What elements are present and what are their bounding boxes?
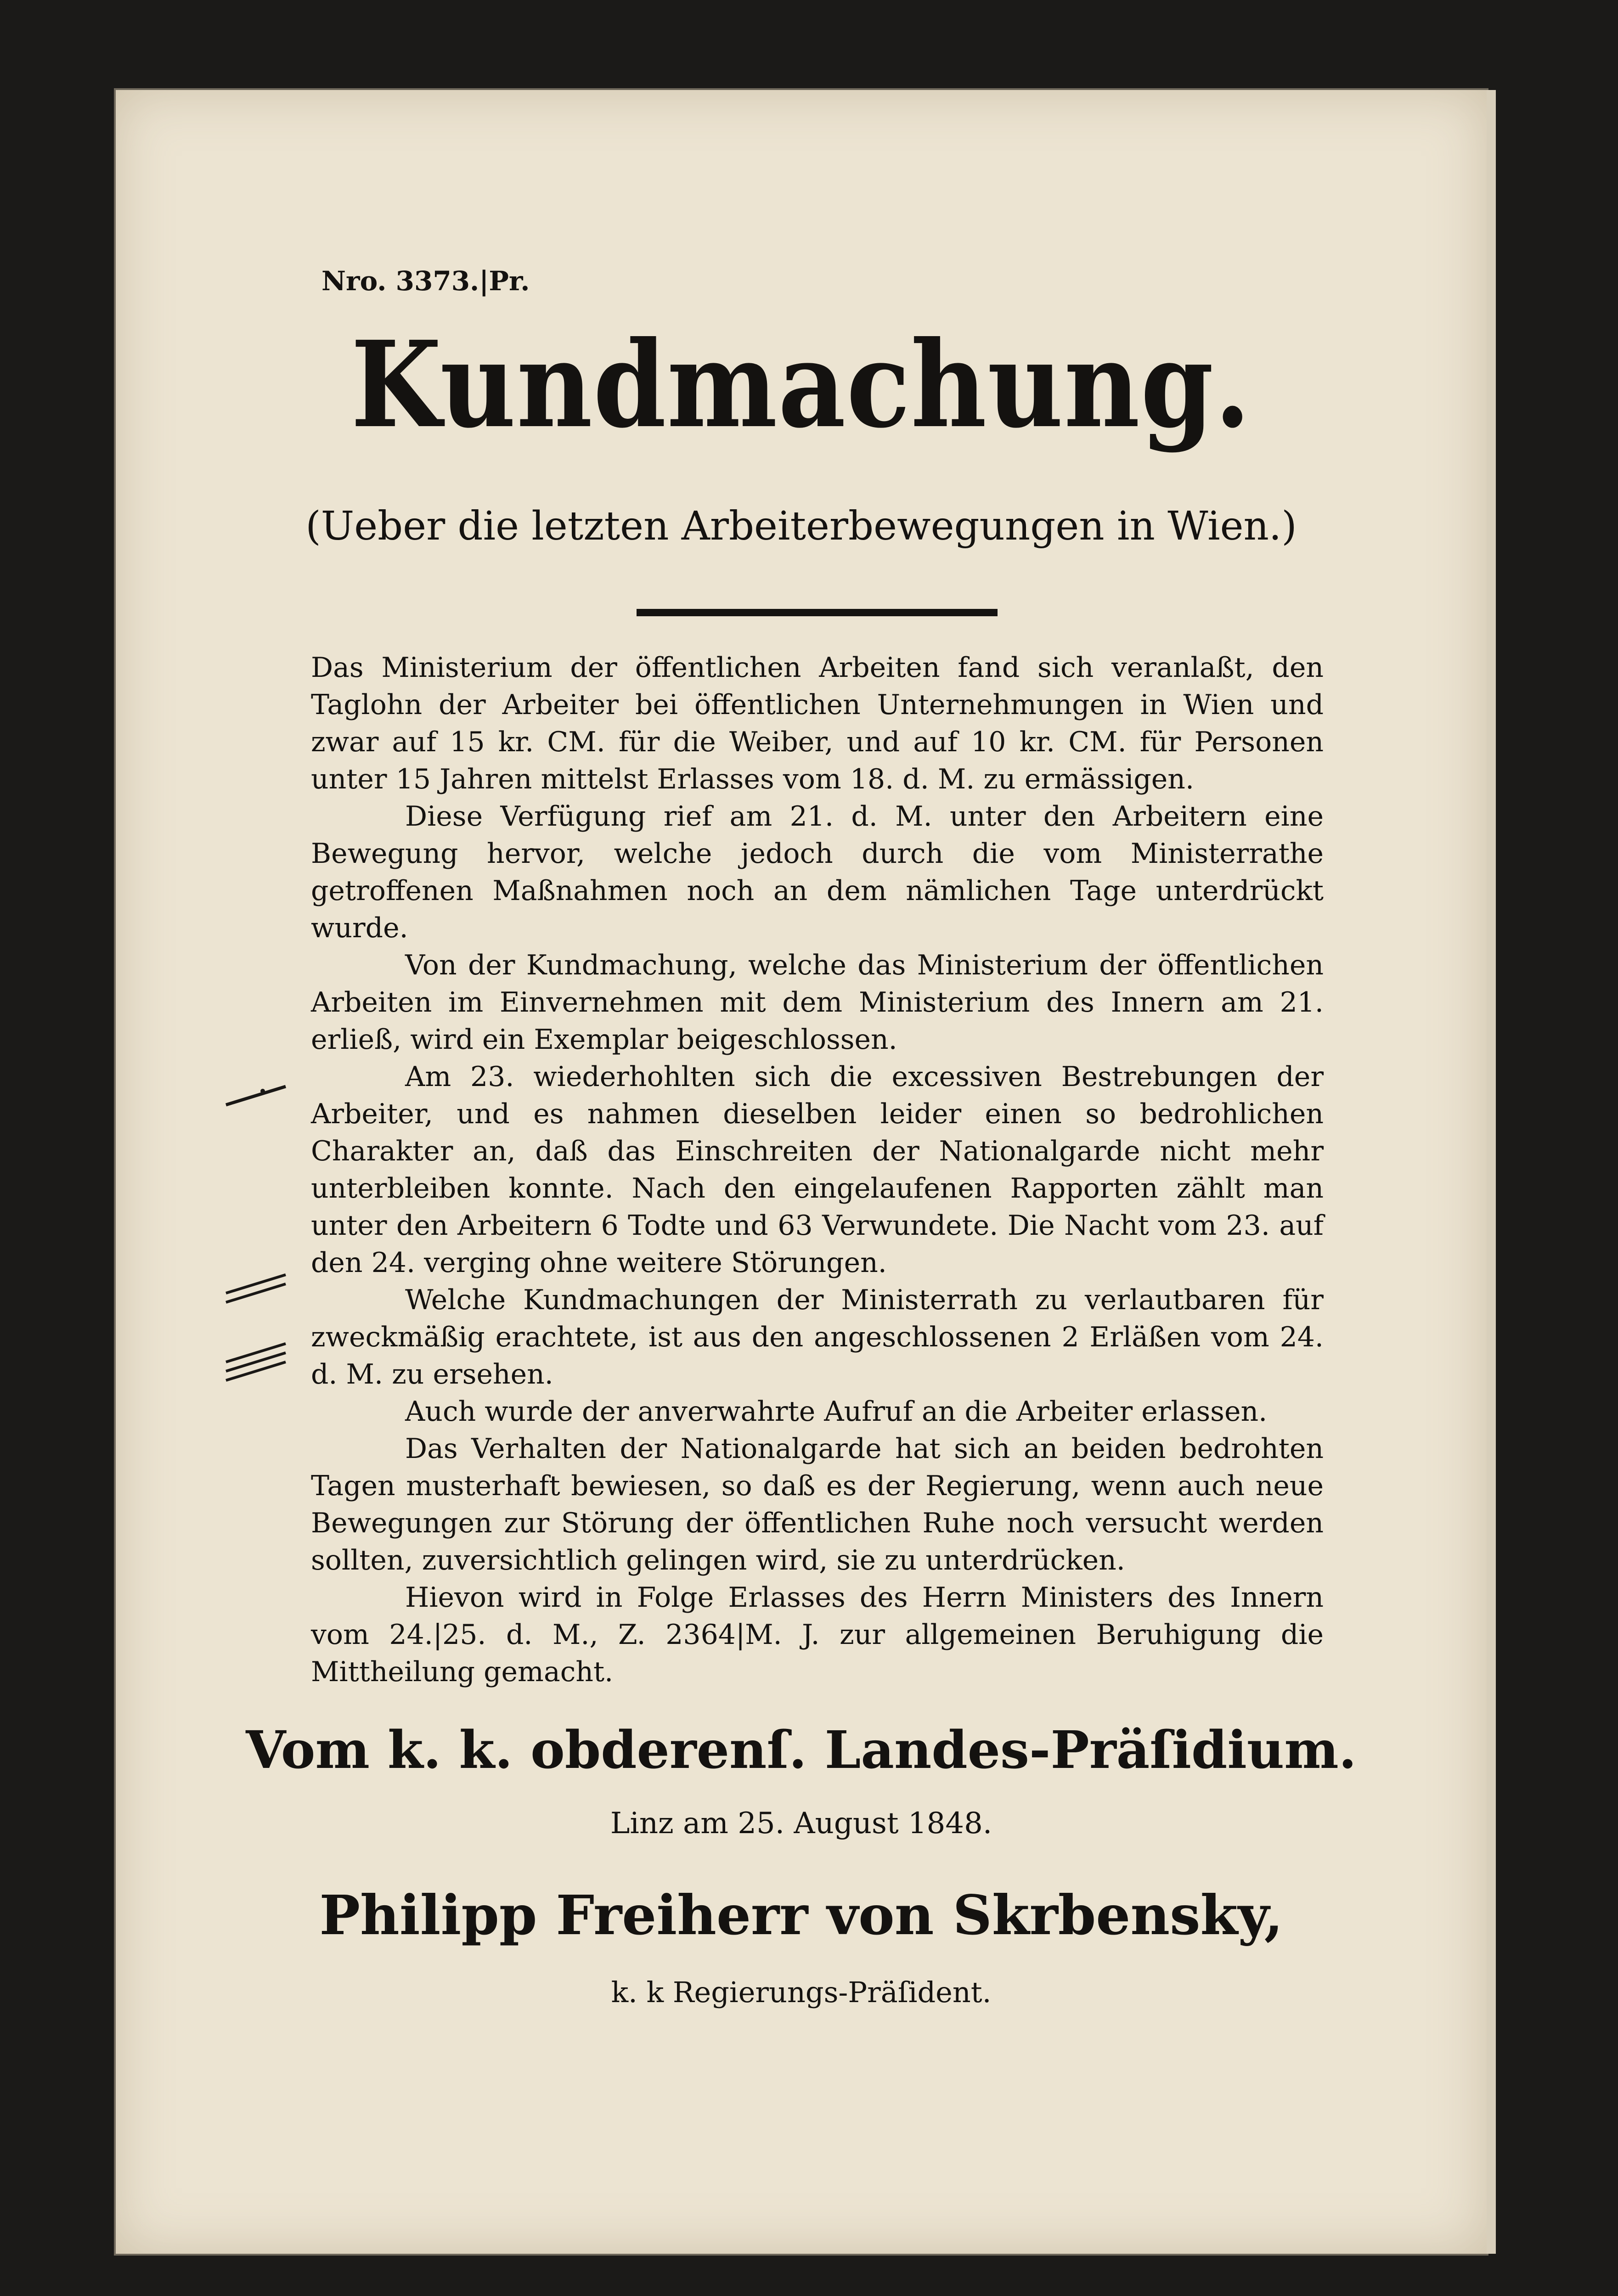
title-divider [637, 609, 998, 616]
paragraph-1: Das Ministerium der öffentlichen Arbeiten fand sich veranlaßt, den Taglohn der Arbeiter bei öffentlichen Unternehmungen in Wien und zwar auf 15 kr. CM. für die Weiber, und auf 10 kr. CM. für Personen unter 15 Jahren mittelst Erlasses vom 18. d. M. zu ermässigen. [311, 652, 1324, 795]
signatory-name: Philipp Freiherr von Skrbensky, [319, 1883, 1283, 1947]
body-text [311, 649, 1324, 1691]
paragraph-5: Welche Kundmachungen der Ministerrath zu verlautbaren für zweckmäßig erachtete, ist aus den angeschlossenen 2 Erläßen vom 24. d. M. zu ersehen. [311, 1284, 1324, 1390]
paragraph-7: Das Verhalten der Nationalgarde hat sich an beiden bedrohten Tagen musterhaft bewiesen, so daß es der Regierung, wenn auch neue Bewegungen zur Störung der öffentlichen Ruhe noch versucht werden sollten, zuversichtlich gelingen wird, sie zu unterdrücken. [311, 1433, 1324, 1576]
margin-mark-single [221, 1073, 290, 1119]
poster-sheet [116, 90, 1487, 2254]
paragraph-6: Auch wurde der anverwahrte Aufruf an die Arbeiter erlassen. [405, 1396, 1268, 1428]
signatory-title: k. k Regierungs-Präſident. [611, 1975, 992, 2009]
margin-mark-double [221, 1266, 290, 1311]
paragraph-2: Diese Verfügung rief am 21. d. M. unter den Arbeitern eine Bewegung hervor, welche jedoch durch die vom Ministerrathe getroffenen Maßnahmen noch an dem nämlichen Tage unterdrückt wurde. [311, 800, 1324, 944]
paragraph-8: Hievon wird in Folge Erlasses des Herrn Ministers des Innern vom 24.|25. d. M., Z. 2364|M. J. zur allgemeinen Beruhigung die Mittheilung gemacht. [311, 1581, 1324, 1688]
proclamation [116, 90, 1487, 2254]
document-subtitle: (Ueber die letzten Arbeiterbewegungen in Wien.) [305, 503, 1297, 549]
paragraph-4: Am 23. wiederhohlten sich die excessiven Bestrebungen der Arbeiter, und es nahmen dieselben leider einen so bedrohlichen Charakter an, daß das Einschreiten der Nationalgarde nicht mehr unterbleiben konnte. Nach den eingelaufenen Rapporten zählt man unter den Arbeitern 6 Todte und 63 Verwundete. Die Nacht vom 23. auf den 24. verging ohne weitere Störungen. [311, 1061, 1324, 1279]
document-number: Nro. 3373.|Pr. [321, 265, 530, 297]
margin-mark-triple [221, 1339, 290, 1385]
paragraph-3: Von der Kundmachung, welche das Ministerium der öffentlichen Arbeiten im Einvernehmen mit dem Ministerium des Innern am 21. erließ, wird ein Exemplar beigeschlossen. [311, 949, 1324, 1056]
place-and-date: Linz am 25. August 1848. [610, 1806, 992, 1840]
paper-edge [1487, 90, 1496, 2254]
issuing-authority: Vom k. k. obderenſ. Landes-Präſidium. [246, 1720, 1357, 1780]
document-title: Kundmachung. [351, 315, 1252, 454]
